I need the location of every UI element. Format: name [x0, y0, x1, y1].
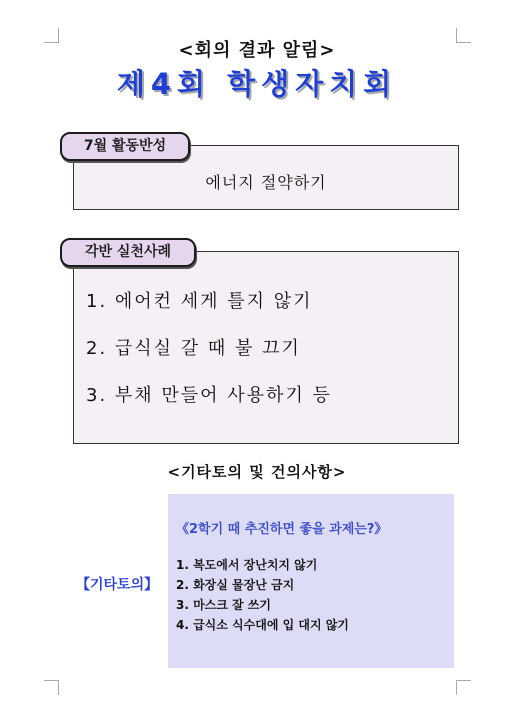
etc-heading: <기타토의 및 건의사항> [167, 463, 347, 481]
etc-item: 2. 화장실 물장난 금지 [176, 578, 295, 592]
practice-item: 2. 급식실 갈 때 불 끄기 [86, 338, 301, 359]
reflection-tag: 7월 활동반성 [60, 132, 190, 161]
practice-tag: 각반 실천사례 [60, 238, 196, 267]
etc-item: 3. 마스크 잘 쓰기 [176, 598, 271, 612]
etc-label: 【기타토의】 [76, 577, 159, 593]
practice-item: 1. 에어컨 세게 틀지 않기 [86, 291, 313, 312]
etc-item: 4. 급식소 식수대에 입 대지 않기 [176, 618, 349, 632]
crop-mark-bottom-left [44, 680, 59, 695]
practice-list [86, 290, 332, 431]
page-subtitle: <회의 결과 알림> [178, 40, 336, 61]
etc-question: 《2학기 때 추진하면 좋을 과제는?》 [176, 522, 388, 537]
crop-mark-bottom-right [456, 680, 471, 695]
etc-list [176, 556, 349, 636]
etc-panel [168, 494, 454, 668]
practice-item: 3. 부채 만들어 사용하기 등 [86, 385, 332, 406]
page-title: 제4회 학생자치회 [116, 67, 398, 101]
practice-box [73, 251, 459, 444]
etc-item: 1. 복도에서 장난치지 않기 [176, 558, 318, 572]
reflection-content: 에너지 절약하기 [205, 173, 327, 192]
